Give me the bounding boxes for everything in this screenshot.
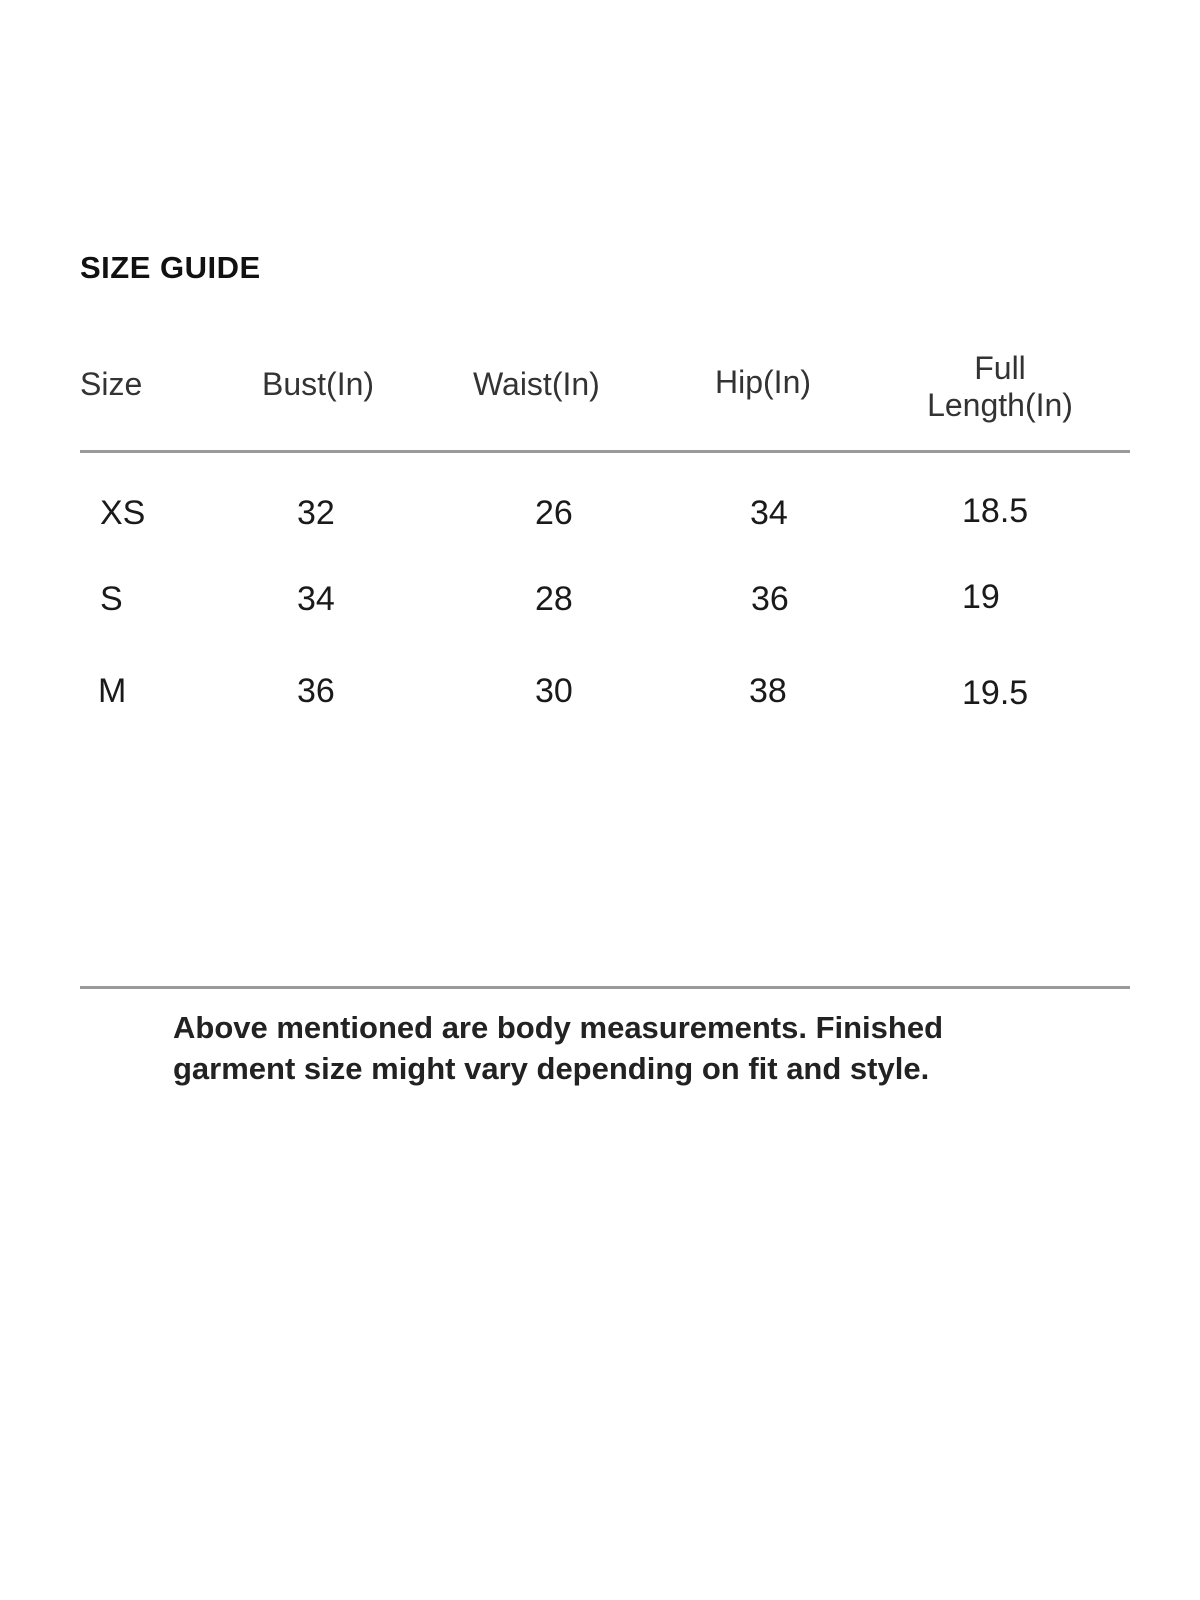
- cell-size: XS: [100, 494, 146, 532]
- cell-size: M: [98, 672, 127, 710]
- cell-full-length: 19.5: [962, 674, 1029, 712]
- cell-waist: 28: [535, 580, 573, 618]
- cell-full-length: 18.5: [962, 492, 1029, 530]
- header-waist: Waist(In): [473, 366, 600, 402]
- header-size: Size: [80, 366, 143, 402]
- cell-waist: 30: [535, 672, 573, 710]
- header-full-length: [900, 350, 1100, 424]
- header-hip: Hip(In): [715, 364, 812, 400]
- cell-hip: 34: [750, 494, 788, 532]
- header-bust: Bust(In): [262, 366, 375, 402]
- header-divider: [80, 450, 1130, 453]
- cell-full-length: 19: [962, 578, 1000, 616]
- cell-hip: 36: [751, 580, 789, 618]
- footer-divider: [80, 986, 1130, 989]
- measurement-note: Above mentioned are body measurements. Finished garment size might vary depending on fit and style.: [173, 1010, 944, 1086]
- header-full-length-line2: Length(In): [927, 387, 1073, 423]
- cell-bust: 34: [297, 580, 335, 618]
- page-title: SIZE GUIDE: [80, 250, 261, 285]
- cell-hip: 38: [749, 672, 787, 710]
- cell-waist: 26: [535, 494, 573, 532]
- cell-size: S: [100, 580, 123, 618]
- cell-bust: 32: [297, 494, 335, 532]
- cell-bust: 36: [297, 672, 335, 710]
- header-full-length-line1: Full: [974, 350, 1026, 386]
